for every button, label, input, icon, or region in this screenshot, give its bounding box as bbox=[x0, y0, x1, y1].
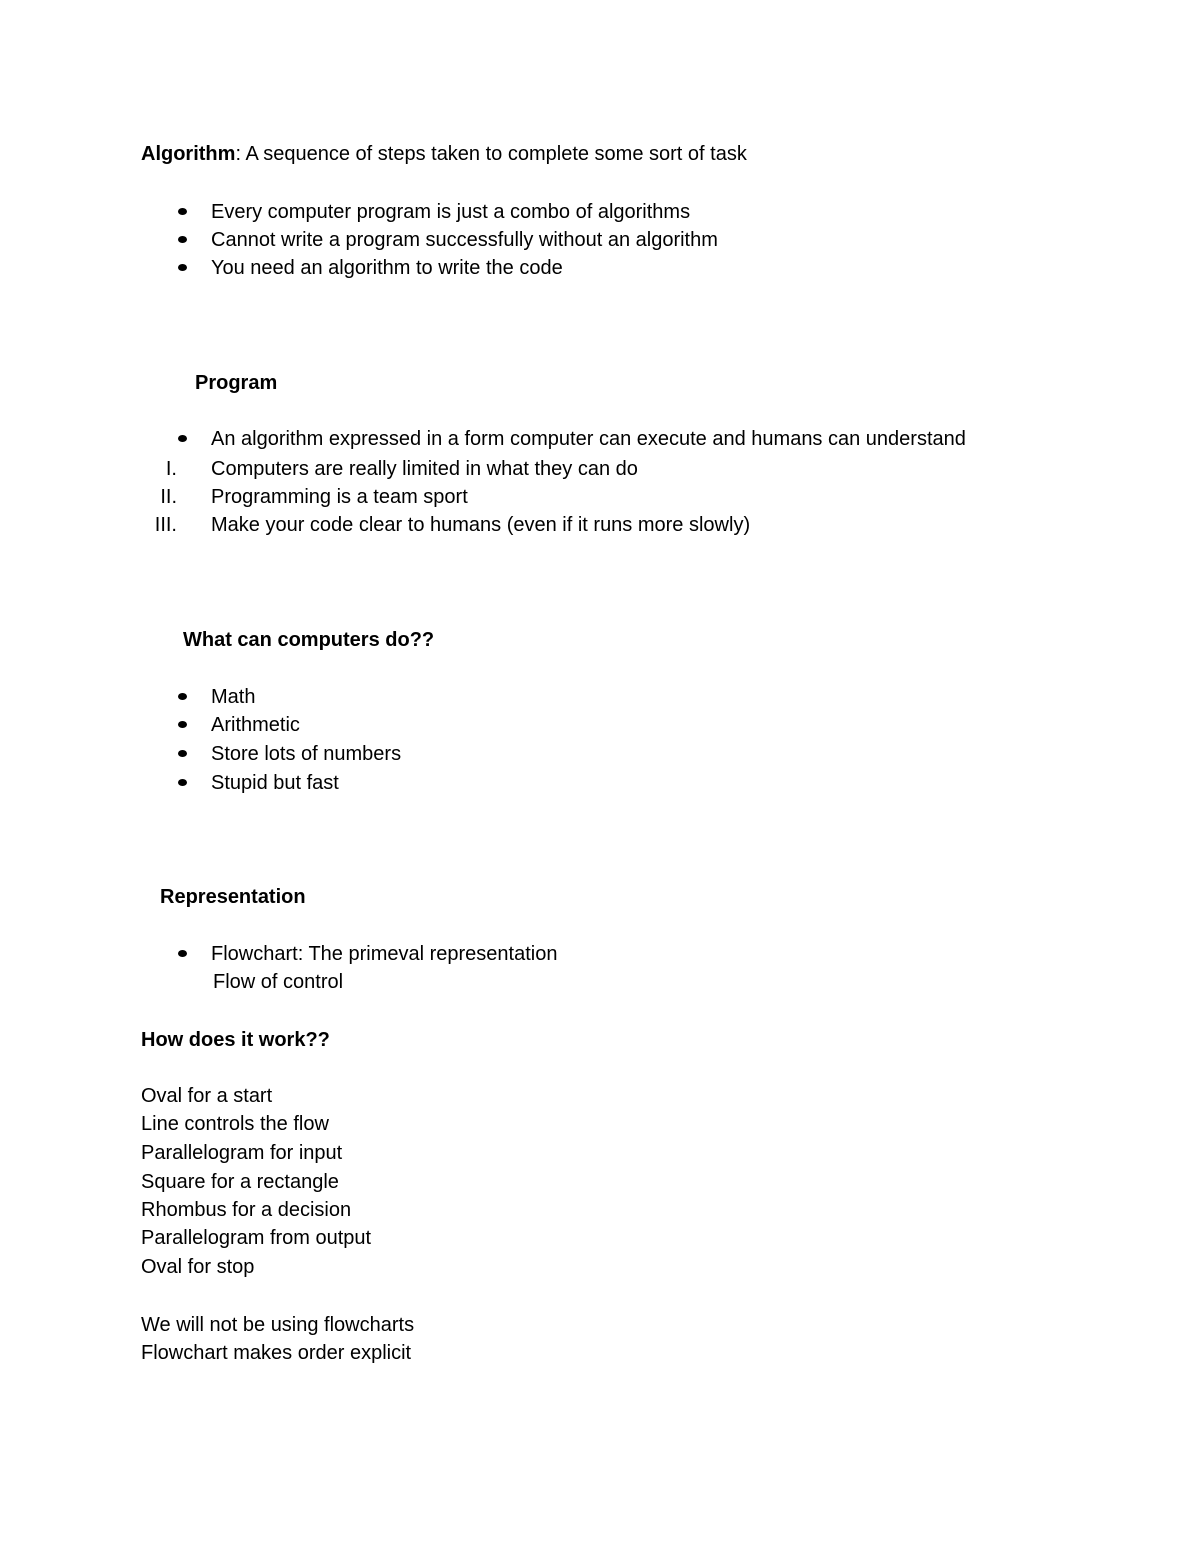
closing-line: We will not be using flowcharts bbox=[141, 1314, 415, 1336]
flowchart-line: Rhombus for a decision bbox=[141, 1199, 352, 1221]
bullet-icon bbox=[178, 779, 187, 786]
flowchart-line: Parallelogram for input bbox=[141, 1142, 343, 1164]
algorithm-term: Algorithm bbox=[141, 143, 236, 165]
roman-numeral: II. bbox=[160, 486, 177, 508]
roman-numeral: III. bbox=[154, 514, 177, 536]
how-it-works-heading: How does it work?? bbox=[141, 1029, 330, 1051]
capabilities-heading: What can computers do?? bbox=[183, 629, 435, 651]
algorithm-bullet: Cannot write a program successfully without an algorithm bbox=[211, 229, 718, 251]
flowchart-line: Line controls the flow bbox=[141, 1113, 329, 1135]
bullet-icon bbox=[178, 236, 187, 243]
program-numbered-item: Programming is a team sport bbox=[211, 486, 468, 508]
flowchart-line: Parallelogram from output bbox=[141, 1227, 372, 1249]
bullet-icon bbox=[178, 435, 187, 442]
program-numbered-item: Make your code clear to humans (even if it runs more slowly) bbox=[211, 514, 751, 536]
program-heading: Program bbox=[195, 372, 278, 394]
flowchart-line: Square for a rectangle bbox=[141, 1171, 339, 1193]
bullet-icon bbox=[178, 208, 187, 215]
capability-item: Arithmetic bbox=[211, 714, 300, 736]
program-numbered-item: Computers are really limited in what they can do bbox=[211, 458, 638, 480]
algorithm-bullet: Every computer program is just a combo of algorithms bbox=[211, 201, 691, 223]
bullet-icon bbox=[178, 750, 187, 757]
bullet-icon bbox=[178, 950, 187, 957]
capability-item: Stupid but fast bbox=[211, 772, 339, 794]
capability-item: Math bbox=[211, 686, 256, 708]
representation-continuation: Flow of control bbox=[213, 971, 344, 993]
flowchart-line: Oval for a start bbox=[141, 1085, 273, 1107]
bullet-icon bbox=[178, 693, 187, 700]
algorithm-bullet: You need an algorithm to write the code bbox=[211, 257, 563, 279]
representation-heading: Representation bbox=[160, 886, 306, 908]
capability-item: Store lots of numbers bbox=[211, 743, 402, 765]
bullet-icon bbox=[178, 721, 187, 728]
roman-numeral: I. bbox=[165, 458, 177, 480]
bullet-icon bbox=[178, 264, 187, 271]
algorithm-definition bbox=[141, 142, 747, 166]
closing-line: Flowchart makes order explicit bbox=[141, 1342, 412, 1364]
algorithm-definition-text: : A sequence of steps taken to complete some sort of task bbox=[235, 143, 747, 165]
program-bullet: An algorithm expressed in a form computer can execute and humans can understand bbox=[211, 428, 966, 450]
representation-bullet: Flowchart: The primeval representation bbox=[211, 943, 558, 965]
flowchart-line: Oval for stop bbox=[141, 1256, 255, 1278]
